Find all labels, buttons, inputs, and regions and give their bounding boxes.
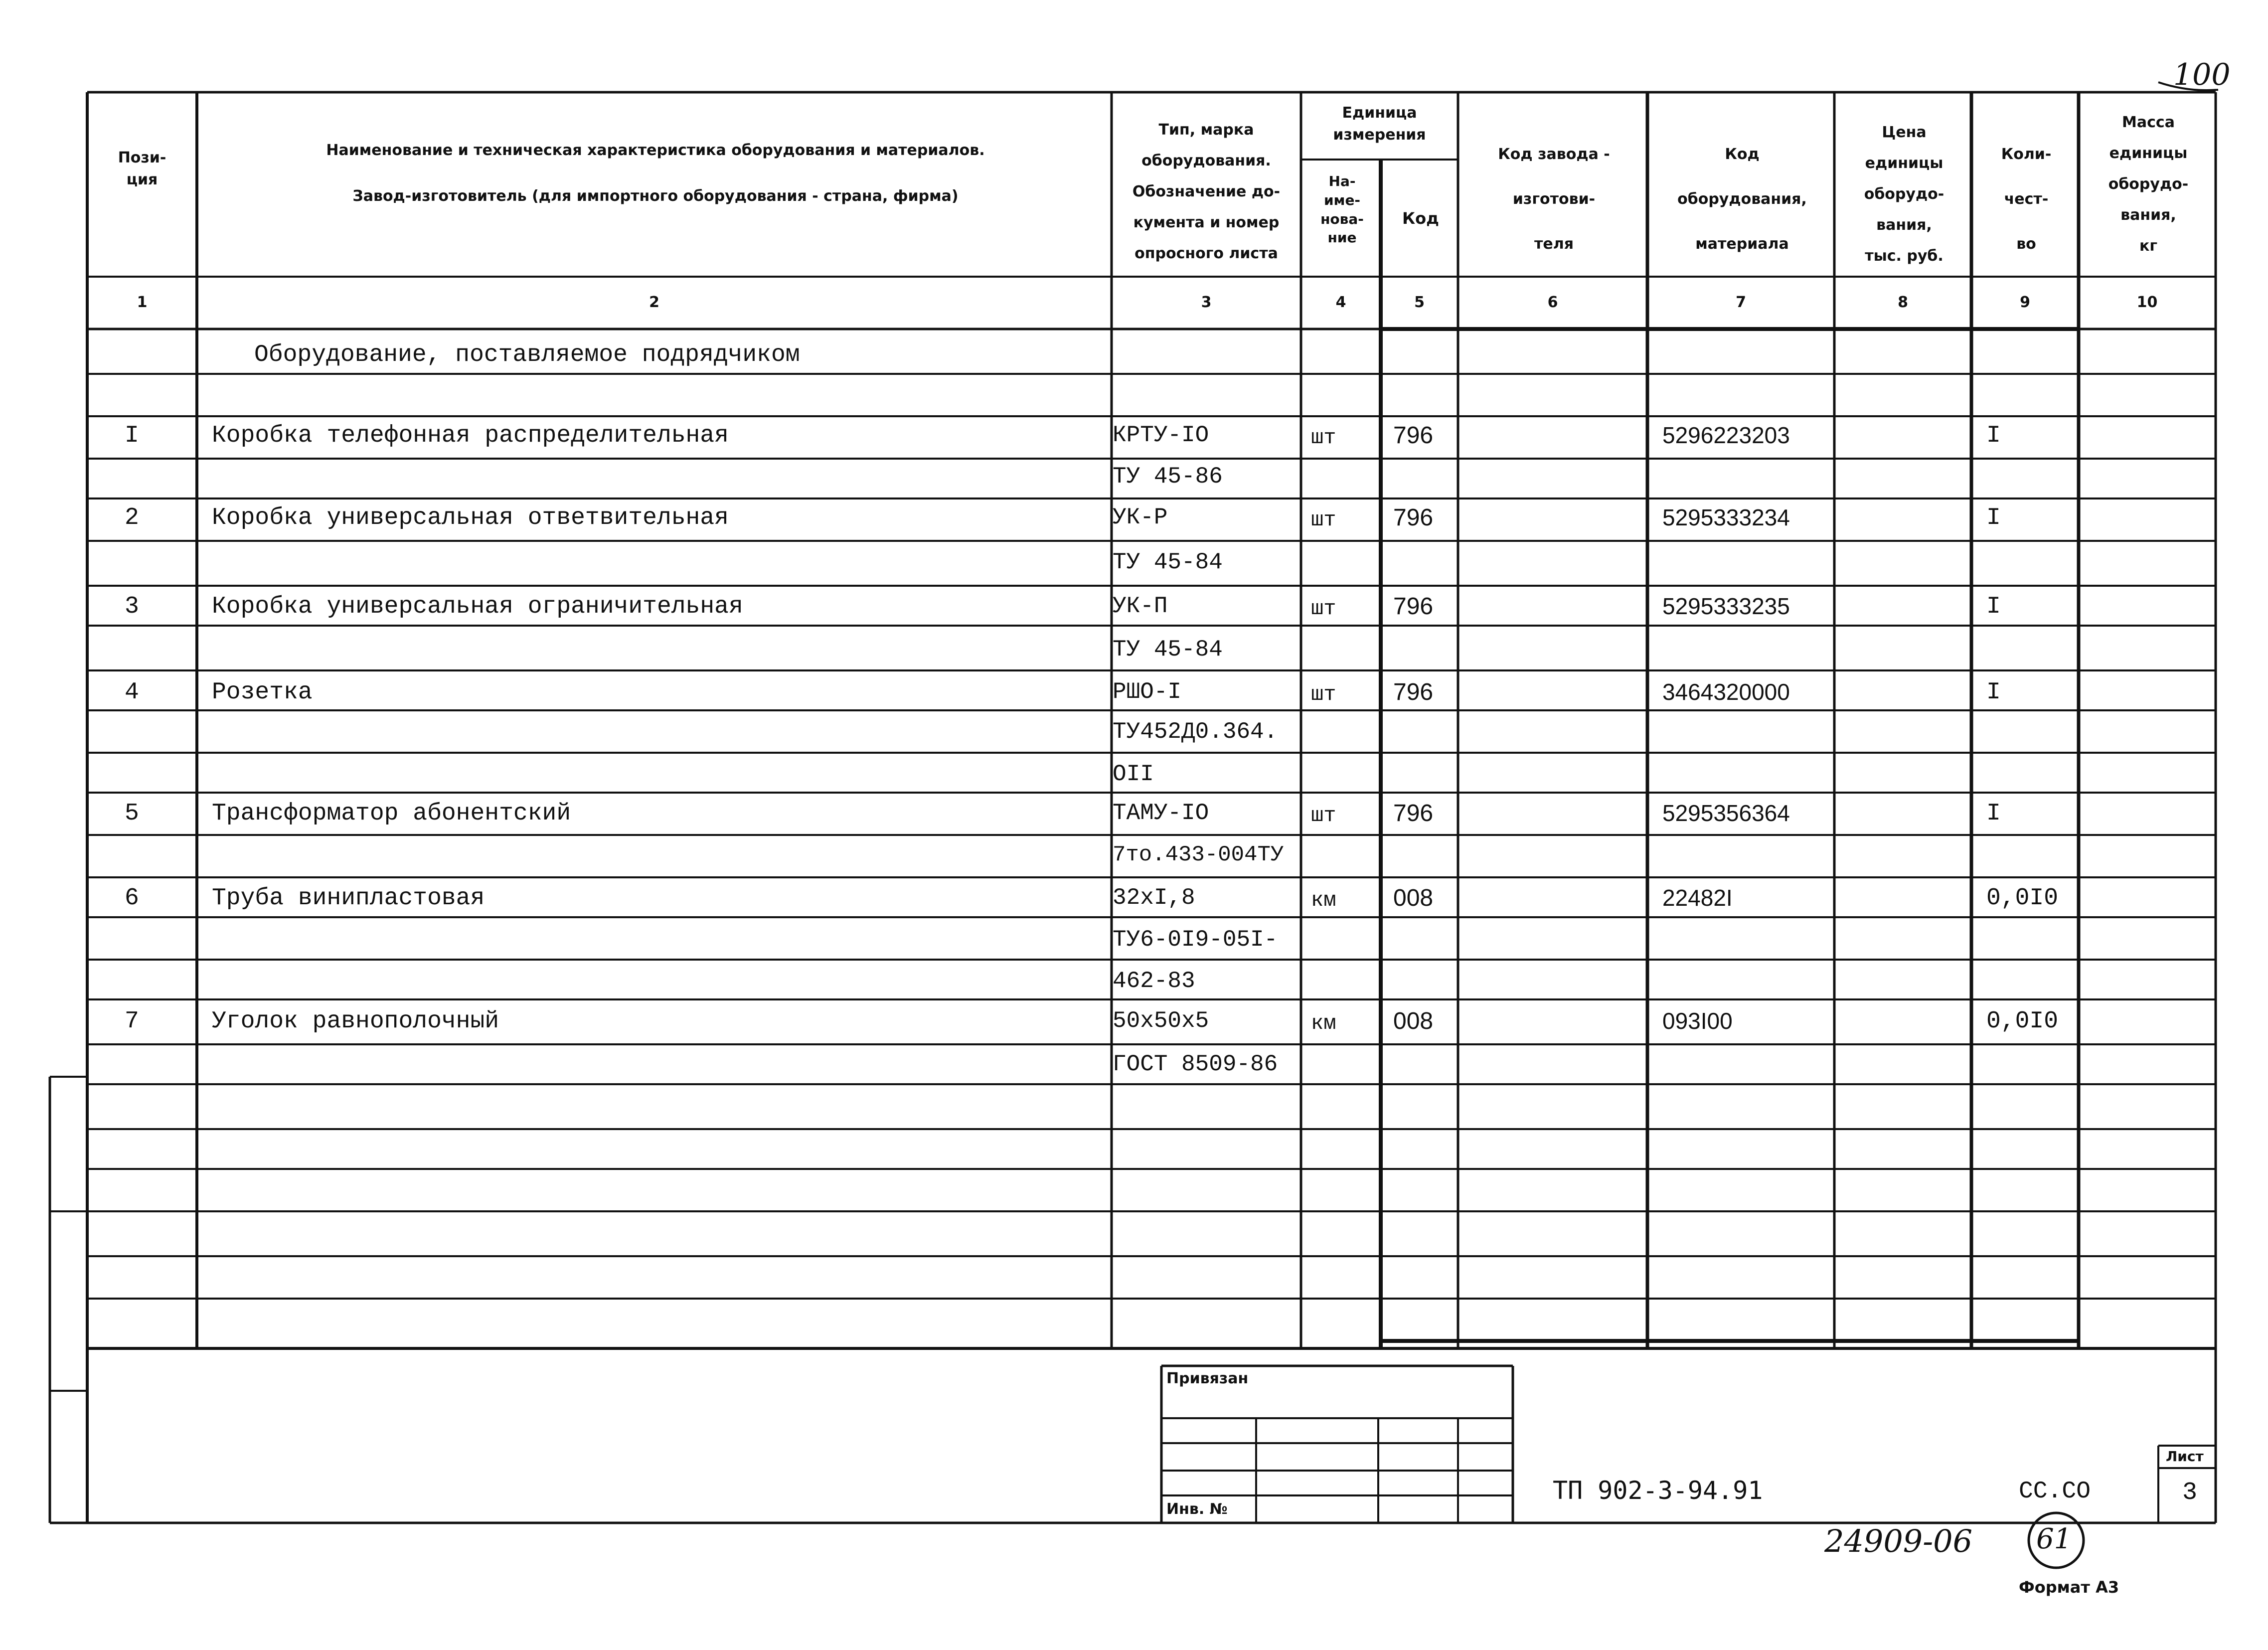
row-quantity: I (1986, 593, 2001, 620)
row-type: КРТУ-IO (1113, 422, 1209, 448)
row-equipment-code: 5295356364 (1662, 800, 1790, 826)
row-position: 6 (125, 885, 139, 912)
col-number: 7 (1736, 294, 1746, 311)
row-type: ТУ 45-86 (1113, 464, 1223, 490)
col-number: 5 (1414, 294, 1425, 311)
col-number: 2 (649, 294, 659, 311)
row-name: Труба винипластовая (212, 885, 485, 912)
row-position: 7 (125, 1008, 139, 1035)
row-type: ТУ452Д0.364. (1113, 719, 1278, 745)
row-name: Уголок равнополочный (212, 1008, 499, 1035)
col-header-unit-code: Код (1402, 209, 1439, 228)
row-quantity: I (1986, 800, 2001, 827)
col-header-mass: Масса единицы оборудо- вания, кг (2108, 114, 2189, 255)
row-unit: км (1311, 1011, 1336, 1035)
stamp-tied-label: Привязан (1166, 1370, 1249, 1387)
row-name: Трансформатор абонентский (212, 800, 571, 827)
row-type: УК-П (1113, 593, 1168, 619)
stamp-inventory-label: Инв. № (1166, 1500, 1228, 1518)
row-name: Коробка телефонная распределительная (212, 422, 729, 449)
row-unit: шт (1311, 508, 1336, 532)
row-quantity: 0,0I0 (1986, 885, 2059, 912)
row-unit: шт (1311, 426, 1336, 450)
col-number: 10 (2136, 294, 2158, 311)
row-unit: шт (1311, 597, 1336, 621)
row-type: OII (1113, 761, 1154, 787)
format-label: Формат А3 (2019, 1578, 2119, 1597)
col-header-equipment-code: Код оборудования, материала (1677, 146, 1807, 253)
circled-number: 61 (2036, 1523, 2072, 1555)
corner-sheet-number: 100 (2173, 57, 2231, 92)
row-position: 2 (125, 504, 139, 531)
col-header-factory-code: Код завода - изготови- теля (1498, 146, 1610, 253)
col-header-name-line1: Наименование и техническая характеристика оборудования и материалов. (326, 142, 985, 159)
row-name: Коробка универсальная ограничительная (212, 593, 743, 620)
row-type: ТАМУ-IO (1113, 800, 1209, 826)
row-quantity: I (1986, 504, 2001, 531)
col-number: 6 (1547, 294, 1558, 311)
row-type: ТУ6-0I9-05I- (1113, 927, 1278, 953)
col-number: 8 (1898, 294, 1908, 311)
row-position: 4 (125, 679, 139, 706)
col-number: 3 (1201, 294, 1212, 311)
row-quantity: I (1986, 679, 2001, 706)
col-header-type: Тип, марка оборудования. Обозначение до- кумента и номер опросного листа (1132, 121, 1281, 262)
row-type: ТУ 45-84 (1113, 637, 1223, 662)
row-unit-code: 796 (1393, 593, 1434, 620)
row-quantity: I (1986, 422, 2001, 449)
col-number: 4 (1335, 294, 1346, 311)
col-header-price: Цена единицы оборудо- вания, тыс. руб. (1864, 124, 1944, 265)
row-unit-code: 796 (1393, 800, 1434, 826)
col-number: 9 (2020, 294, 2030, 311)
row-type: РШО-I (1113, 679, 1182, 705)
stamp-sheet-number: 3 (2182, 1479, 2198, 1507)
row-equipment-code: 5296223203 (1662, 422, 1790, 448)
row-quantity: 0,0I0 (1986, 1008, 2059, 1035)
stamp-document-code: ТП 902-3-94.91 (1553, 1476, 1763, 1505)
stamp-sheet-label: Лист (2166, 1448, 2204, 1465)
col-number: 1 (137, 294, 148, 311)
stamp-section-code: СС.СО (2019, 1478, 2091, 1505)
section-title: Оборудование, поставляемое подрядчиком (254, 341, 800, 368)
row-equipment-code: 3464320000 (1662, 679, 1790, 705)
row-position: 3 (125, 593, 139, 620)
col-header-position: Пози- ция (118, 149, 166, 188)
row-name: Коробка универсальная ответвительная (212, 504, 729, 531)
archive-number: 24909-06 (1824, 1523, 1973, 1559)
row-type: УК-Р (1113, 504, 1168, 530)
col-header-unit-name: На- име- нова- ние (1320, 173, 1364, 246)
row-unit: шт (1311, 682, 1336, 706)
row-unit-code: 796 (1393, 679, 1434, 705)
row-equipment-code: 22482I (1662, 885, 1733, 911)
row-unit: шт (1311, 804, 1336, 827)
row-position: I (125, 422, 139, 449)
row-position: 5 (125, 800, 139, 827)
row-unit-code: 796 (1393, 504, 1434, 531)
row-type: ТУ 45-84 (1113, 549, 1223, 575)
col-header-unit-group: Единица измерения (1333, 104, 1426, 144)
row-type: 7то.433-004ТУ (1113, 842, 1284, 867)
row-equipment-code: 5295333234 (1662, 504, 1790, 530)
row-name: Розетка (212, 679, 313, 706)
row-type: 32хI,8 (1113, 885, 1195, 911)
row-unit: км (1311, 888, 1336, 912)
row-unit-code: 796 (1393, 422, 1434, 449)
row-unit-code: 008 (1393, 1008, 1434, 1034)
row-type: ГОСТ 8509-86 (1113, 1051, 1278, 1077)
row-equipment-code: 5295333235 (1662, 593, 1790, 619)
row-type: 50х50х5 (1113, 1008, 1209, 1034)
col-header-name-line2: Завод-изготовитель (для импортного оборудования - страна, фирма) (352, 187, 959, 205)
col-header-quantity: Коли- чест- во (2001, 146, 2052, 253)
row-equipment-code: 093I00 (1662, 1008, 1733, 1034)
row-unit-code: 008 (1393, 885, 1434, 911)
row-type: 462-83 (1113, 968, 1195, 994)
